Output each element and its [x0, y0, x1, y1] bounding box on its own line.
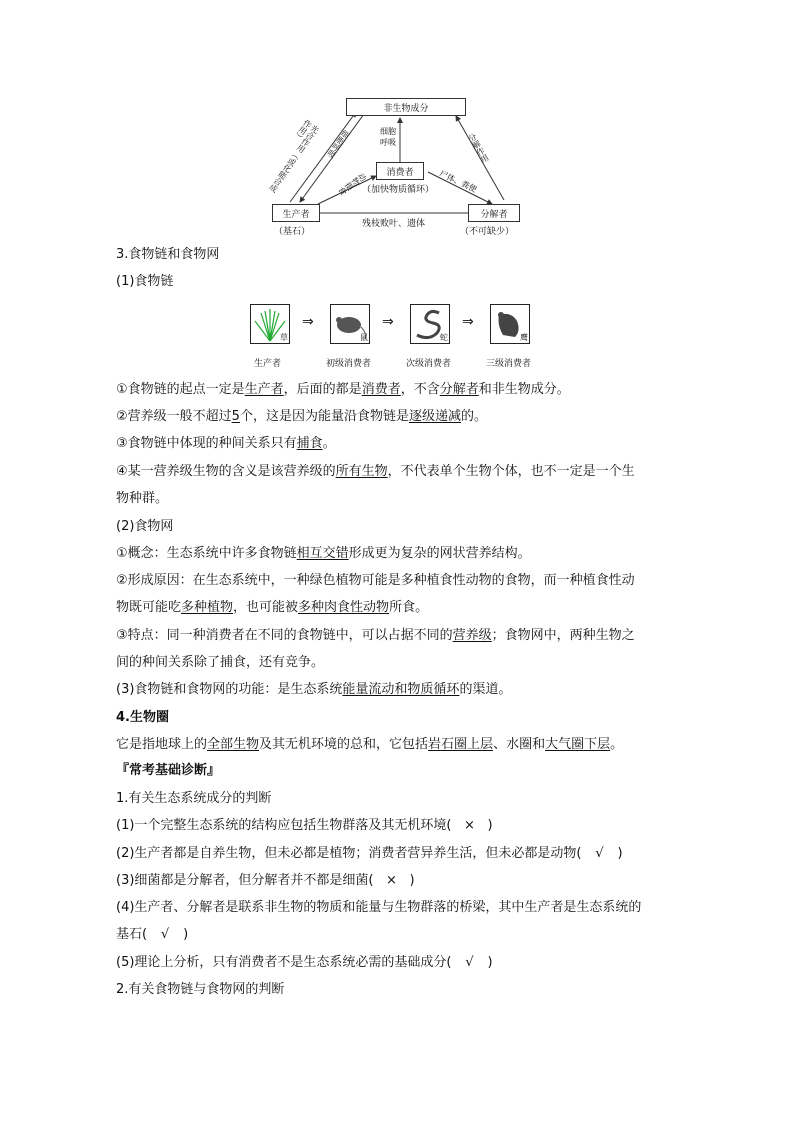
producer-note: （基石）	[274, 227, 311, 237]
chain-arrow-icon: ⇒	[382, 314, 394, 330]
question-5: (5)理论上分析，只有消费者不是生态系统必需的基础成分( √ )	[116, 955, 493, 970]
food-chain-figure	[246, 304, 556, 374]
decomp-action-label: 分解作用	[466, 131, 491, 165]
answer-mark: √	[160, 927, 170, 942]
question-4-cont: 基石( √ )	[116, 927, 189, 942]
producer-label: 生产者	[282, 209, 310, 220]
paragraph-4-cont: 物种群。	[116, 491, 169, 506]
producer-role: 生产者	[254, 359, 282, 369]
answer-mark: ×	[464, 818, 475, 833]
question-section-2: 2.有关食物链与食物网的判断	[116, 982, 285, 997]
consumer-label: 消费者	[386, 167, 414, 178]
question-2: (2)生产者都是自养生物，但未必都是植物；消费者营异养生活，但未必都是动物( √ )	[116, 846, 623, 861]
producer-box	[272, 204, 320, 222]
paragraph-8: (3)食物链和食物网的功能：是生态系统能量流动和物质循环的渠道。	[116, 682, 512, 697]
eagle-label: 鹰	[520, 333, 528, 342]
tertiary-consumer-role: 三级消费者	[486, 359, 532, 369]
primary-consumer-role: 初级消费者	[326, 359, 372, 369]
answer-mark: √	[595, 846, 604, 861]
question-section-1: 1.有关生态系统成分的判断	[116, 791, 272, 806]
photosynthesis-label: 光合作用（或化能合成作用）	[267, 118, 321, 194]
section4-title: 4.生物圈	[116, 710, 169, 725]
paragraph-5: ①概念：生态系统中许多食物链相互交错形成更为复杂的网状营养结构。	[116, 546, 531, 561]
question-3: (3)细菌都是分解者，但分解者并不都是细菌( × )	[116, 873, 415, 888]
eagle-image	[490, 304, 530, 344]
section3-title: 3.食物链和食物网	[116, 247, 220, 262]
chain-arrow-icon: ⇒	[462, 314, 474, 330]
paragraph-9: 它是指地球上的全部生物及其无机环境的总和，它包括岩石圈上层、水圈和大气圈下层。	[116, 737, 624, 752]
paragraph-6: ②形成原因：在生态系统中，一种绿色植物可能是多种植食性动物的食物，而一种植食性动	[116, 573, 635, 588]
decomposer-label: 分解者	[480, 209, 508, 220]
diagnosis-title: 『常考基础诊断』	[116, 763, 221, 778]
litter-label: 残枝败叶、遗体	[362, 219, 426, 229]
consumer-box	[376, 162, 424, 180]
grass-image	[250, 304, 290, 344]
grass-label: 草	[280, 333, 288, 342]
answer-mark: ×	[386, 873, 397, 888]
decomposer-note: （不可缺少）	[460, 227, 515, 237]
chain-arrow-icon: ⇒	[302, 314, 314, 330]
consumer-note: （加快物质循环）	[362, 185, 435, 195]
paragraph-7-cont: 间的种间关系除了捕食，还有竞争。	[116, 655, 325, 670]
paragraph-4: ④某一营养级生物的含义是该营养级的所有生物，不代表单个生物个体，也不一定是一个生	[116, 464, 635, 479]
ecosystem-diagram	[260, 92, 540, 242]
paragraph-6-cont: 物既可能吃多种植物，也可能被多种肉食性动物所食。	[116, 600, 429, 615]
carcass-label: 尸体、粪便	[437, 168, 479, 195]
abiotic-box	[346, 98, 466, 116]
cell-resp-left-label: 细胞呼吸	[325, 128, 352, 160]
subsection1-title: (1)食物链	[116, 274, 174, 289]
paragraph-2: ②营养级一般不超过5个，这是因为能量沿食物链是逐级递减的。	[116, 409, 487, 424]
snake-label: 蛇	[440, 333, 448, 342]
answer-mark: √	[465, 955, 474, 970]
cell-resp-top-label: 细胞呼吸	[380, 127, 396, 147]
question-1: (1)一个完整生态系统的结构应包括生物群落及其无机环境( × )	[116, 818, 493, 833]
paragraph-7: ③特点：同一种消费者在不同的食物链中，可以占据不同的营养级；食物网中，两种生物之	[116, 628, 635, 643]
decomposer-box	[468, 204, 520, 222]
paragraph-3: ③食物链中体现的种间关系只有捕食。	[116, 436, 336, 451]
mouse-image	[330, 304, 370, 344]
mouse-label: 鼠	[360, 333, 368, 342]
paragraph-1: ①食物链的起点一定是生产者，后面的都是消费者，不含分解者和非生物成分。	[116, 382, 570, 397]
abiotic-label: 非生物成分	[383, 103, 429, 114]
snake-image	[410, 304, 450, 344]
subsection2-title: (2)食物网	[116, 519, 174, 534]
question-4: (4)生产者、分解者是联系非生物的物质和能量与生物群落的桥梁，其中生产者是生态系统的	[116, 900, 642, 915]
animal-eating-label: 动物摄食	[336, 171, 369, 197]
secondary-consumer-role: 次级消费者	[406, 359, 452, 369]
